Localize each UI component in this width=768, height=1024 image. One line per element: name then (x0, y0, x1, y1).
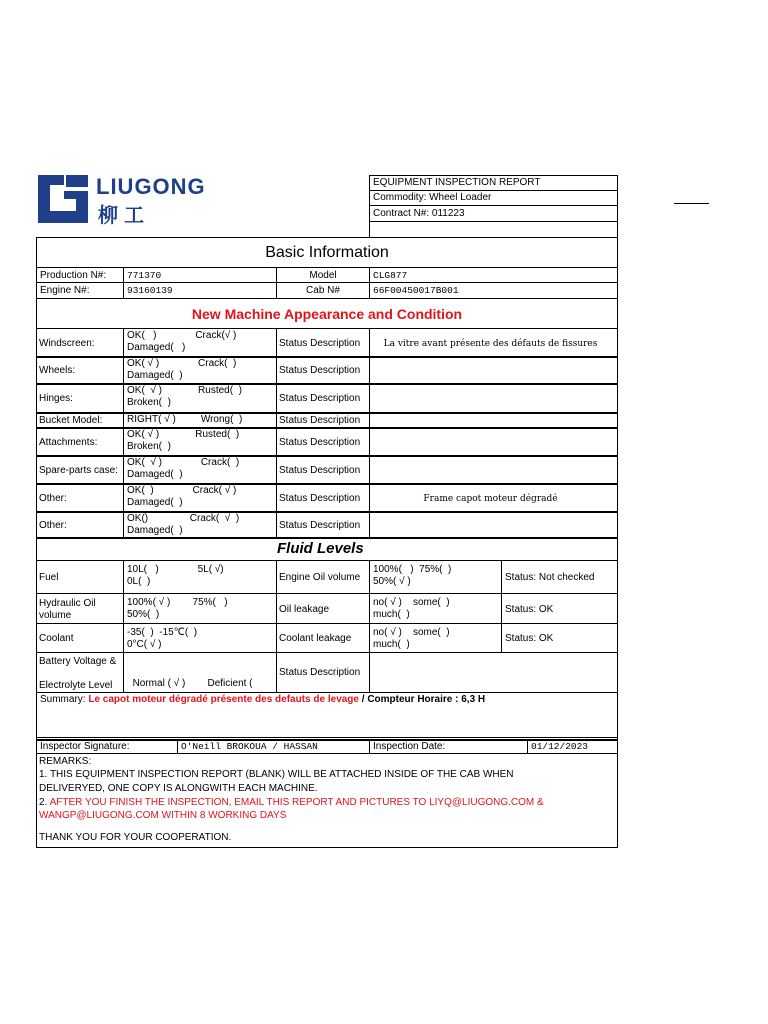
appearance-row-option-line2: Damaged( ) (127, 525, 183, 536)
basic-info-title: Basic Information (265, 244, 389, 261)
production-value-cell (123, 267, 277, 283)
fluid-row-option-line2: 50%( ) (127, 609, 160, 620)
fluid-row-options2-cell (369, 623, 502, 653)
fluid-row-options2-cell (369, 593, 502, 624)
appearance-status-label: Status Description (279, 337, 361, 349)
appearance-status-label-cell (276, 511, 370, 539)
remark-2-line2: WANGP@LIUGONG.COM WITHIN 8 WORKING DAYS (39, 810, 287, 821)
engine-value: 93160139 (127, 285, 173, 296)
fluid-row-options-cell (123, 560, 277, 594)
fluid-row-option2-line1: 100%( ) 75%( ) (373, 564, 452, 575)
appearance-row-options-cell (123, 455, 277, 485)
fluid-row-label2-cell (276, 560, 370, 594)
remark-2-prefix: 2. (39, 797, 50, 808)
appearance-row-option-line2: Damaged( ) (127, 342, 186, 353)
date-label: Inspection Date: (373, 741, 446, 752)
appearance-row-label: Windscreen: (39, 337, 95, 349)
fluid-row-label2: Coolant leakage (279, 633, 352, 644)
summary-black-text: / Compteur Horaire : 6,3 H (361, 694, 486, 705)
fluid-row-status: Status: OK (505, 603, 554, 615)
appearance-status-label: Status Description (279, 415, 361, 426)
report-title: EQUIPMENT INSPECTION REPORT (373, 177, 541, 188)
battery-label-line1: Battery Voltage & (39, 656, 117, 667)
production-label: Production N#: (40, 270, 107, 281)
signature-label-cell (36, 739, 178, 754)
fluid-row-label2: Engine Oil volume (279, 572, 361, 583)
model-value-cell (369, 267, 618, 283)
battery-options: Normal ( √ ) Deficient ( (132, 678, 253, 689)
remarks-title: REMARKS: (39, 756, 92, 767)
appearance-status-label: Status Description (279, 436, 361, 448)
remark-1-line1: 1. THIS EQUIPMENT INSPECTION REPORT (BLANK) WILL BE ATTACHED INSIDE OF THE CAB WHEN (39, 769, 514, 780)
appearance-row-label-cell (36, 383, 124, 414)
model-label: Model (309, 270, 337, 281)
battery-options-cell (123, 652, 277, 693)
appearance-row-options-cell (123, 328, 277, 358)
signature-value: O'Neill BROKOUA / HASSAN (181, 741, 318, 752)
fluid-row-option2-line2: much( ) (373, 609, 410, 620)
appearance-status-value-cell[interactable] (369, 427, 618, 457)
appearance-status-value-cell[interactable] (369, 328, 618, 358)
battery-label-cell (36, 652, 124, 693)
appearance-row-option-line2: Damaged( ) (127, 497, 183, 508)
fluid-row-status-cell (501, 623, 618, 653)
appearance-row-option-line1: OK( √ ) Crack( ) (127, 358, 237, 369)
fluid-row-label-cell (36, 593, 124, 624)
stray-dash (674, 203, 709, 204)
appearance-row-options-cell (123, 383, 277, 414)
header-blank-cell (369, 221, 618, 238)
engine-label: Engine N#: (40, 285, 90, 296)
model-value: CLG877 (373, 270, 408, 281)
production-value: 771370 (127, 270, 162, 281)
appearance-status-value: La vitre avant présente des défauts de fissures (383, 338, 598, 349)
fluid-row-label2: Oil leakage (279, 603, 330, 615)
engine-value-cell (123, 282, 277, 299)
appearance-row-label: Spare-parts case: (39, 464, 118, 476)
fluid-title-cell (36, 537, 618, 561)
appearance-status-label-cell (276, 383, 370, 414)
brand-latin: LIUGONG (96, 174, 206, 199)
contract-cell (369, 205, 618, 222)
appearance-row-label-cell (36, 328, 124, 358)
remarks-thanks: THANK YOU FOR YOUR COOPERATION. (39, 832, 232, 843)
appearance-status-label-cell (276, 455, 370, 485)
remark-2-text-1: AFTER YOU FINISH THE INSPECTION, EMAIL THIS REPORT AND PICTURES TO LIYQ@LIUGONG.COM & (49, 797, 544, 808)
summary-label: Summary: (40, 694, 86, 705)
fluid-row-status: Status: Not checked (505, 572, 595, 583)
appearance-row-label-cell (36, 356, 124, 385)
appearance-status-label: Status Description (279, 519, 361, 531)
summary-red-text: Le capot moteur dégradé présente des defauts de levage (85, 694, 362, 705)
contract: Contract N#: 011223 (373, 208, 465, 219)
appearance-row-option-line1: OK( √ ) Crack( ) (127, 457, 240, 468)
liugong-logo (36, 173, 236, 225)
brand-chinese: 柳工 (98, 203, 150, 227)
commodity: Commodity: Wheel Loader (373, 192, 492, 203)
fluid-row-status: Status: OK (505, 633, 554, 644)
fluid-row-label: Hydraulic Oil volume (39, 598, 96, 621)
appearance-row-label: Attachments: (39, 436, 98, 448)
remark-2-line1 (39, 796, 615, 809)
appearance-status-label-cell (276, 427, 370, 457)
appearance-title: New Machine Appearance and Condition (191, 306, 463, 322)
cab-value-cell (369, 282, 618, 299)
cab-label: Cab N# (306, 285, 340, 296)
fluid-row-option-line1: -35( ) -15℃( ) (127, 627, 198, 638)
engine-label-cell (36, 282, 124, 299)
fluid-row-option-line2: 0°C( √ ) (127, 639, 162, 650)
appearance-title-cell (36, 298, 618, 329)
signature-value-cell (177, 739, 370, 754)
production-label-cell (36, 267, 124, 283)
signature-label: Inspector Signature: (40, 741, 130, 752)
appearance-row-option-line1: OK() Crack( √ ) (127, 513, 240, 524)
appearance-row-label-cell (36, 455, 124, 485)
appearance-row-options-cell (123, 427, 277, 457)
appearance-row-label: Hinges: (39, 393, 73, 404)
battery-status-label-cell (276, 652, 370, 693)
fluid-row-option2-line2: much( ) (373, 639, 410, 650)
remark-1-line2: DELIVERYED, ONE COPY IS ALONGWITH EACH MACHINE. (39, 783, 318, 794)
fluid-row-label-cell (36, 560, 124, 594)
cab-value: 66F00450017B001 (373, 285, 459, 296)
appearance-row-option-line2: Damaged( ) (127, 469, 183, 480)
appearance-row-label: Other: (39, 519, 67, 531)
appearance-status-label-cell (276, 483, 370, 513)
date-label-cell (369, 739, 528, 754)
appearance-row-label-cell (36, 427, 124, 457)
cab-label-cell (276, 282, 370, 299)
appearance-row-label: Bucket Model: (39, 415, 103, 426)
commodity-cell (369, 190, 618, 206)
appearance-row-options-cell (123, 483, 277, 513)
battery-label-line2: Electrolyte Level (39, 680, 113, 691)
report-title-cell (369, 175, 618, 191)
fluid-row-options-cell (123, 623, 277, 653)
model-label-cell (276, 267, 370, 283)
appearance-row-option-line1: OK( √ ) Rusted( ) (127, 385, 242, 396)
battery-status-label: Status Description (279, 667, 361, 678)
fluid-title: Fluid Levels (277, 540, 364, 557)
fluid-row-label2-cell (276, 593, 370, 624)
liugong-emblem-icon (36, 173, 90, 225)
appearance-status-value-cell[interactable] (369, 483, 618, 513)
appearance-status-label-cell (276, 356, 370, 385)
appearance-status-label-cell (276, 328, 370, 358)
appearance-status-value-cell[interactable] (369, 511, 618, 539)
fluid-row-status-cell (501, 593, 618, 624)
basic-info-title-cell (36, 237, 618, 268)
table-bottom-border (36, 847, 618, 848)
appearance-row-label: Wheels: (39, 365, 76, 376)
appearance-status-label: Status Description (279, 492, 361, 504)
appearance-status-value-cell[interactable] (369, 356, 618, 385)
appearance-status-label: Status Description (279, 464, 361, 476)
fluid-row-option-line1: 100%( √ ) 75%( ) (127, 597, 228, 608)
fluid-row-options-cell (123, 593, 277, 624)
appearance-status-label: Status Description (279, 393, 361, 404)
battery-status-value-cell[interactable] (369, 652, 618, 693)
appearance-row-label: Other: (39, 492, 67, 504)
appearance-status-value-cell[interactable] (369, 455, 618, 485)
appearance-row-label-cell (36, 511, 124, 539)
fluid-row-label: Coolant (39, 633, 74, 644)
appearance-row-option-line2: Damaged( ) (127, 370, 183, 381)
date-value-cell (527, 739, 618, 754)
fluid-row-label: Fuel (39, 572, 59, 583)
fluid-row-label-cell (36, 623, 124, 653)
appearance-status-value-cell[interactable] (369, 383, 618, 414)
date-value: 01/12/2023 (531, 741, 589, 752)
appearance-row-options-cell (123, 356, 277, 385)
fluid-row-option2-line2: 50%( √ ) (373, 576, 411, 587)
fluid-row-option2-line1: no( √ ) some( ) (373, 597, 450, 608)
fluid-row-label2-cell (276, 623, 370, 653)
appearance-row-option-line2: Broken( ) (127, 441, 171, 452)
fluid-row-status-cell (501, 560, 618, 594)
fluid-row-option2-line1: no( √ ) some( ) (373, 627, 450, 638)
appearance-row-option-line2: Broken( ) (127, 397, 171, 408)
appearance-row-option-line1: OK( √ ) Rusted( ) (127, 429, 240, 440)
appearance-row-option-line1: OK( ) Crack( √ ) (127, 485, 237, 496)
fluid-row-option-line2: 0L( ) (127, 576, 151, 587)
fluid-row-option-line1: 10L( ) 5L( √) (127, 564, 224, 575)
fluid-row-options2-cell (369, 560, 502, 594)
appearance-row-option-line1: OK( ) Crack(√ ) (127, 330, 237, 341)
appearance-status-value: Frame capot moteur dégradé (423, 493, 558, 504)
appearance-row-option-line1: RIGHT( √ ) Wrong( ) (127, 414, 243, 425)
summary-cell (36, 692, 618, 738)
remarks-block (37, 754, 617, 847)
appearance-row-label-cell (36, 483, 124, 513)
appearance-row-options-cell (123, 511, 277, 539)
appearance-status-label: Status Description (279, 365, 361, 376)
